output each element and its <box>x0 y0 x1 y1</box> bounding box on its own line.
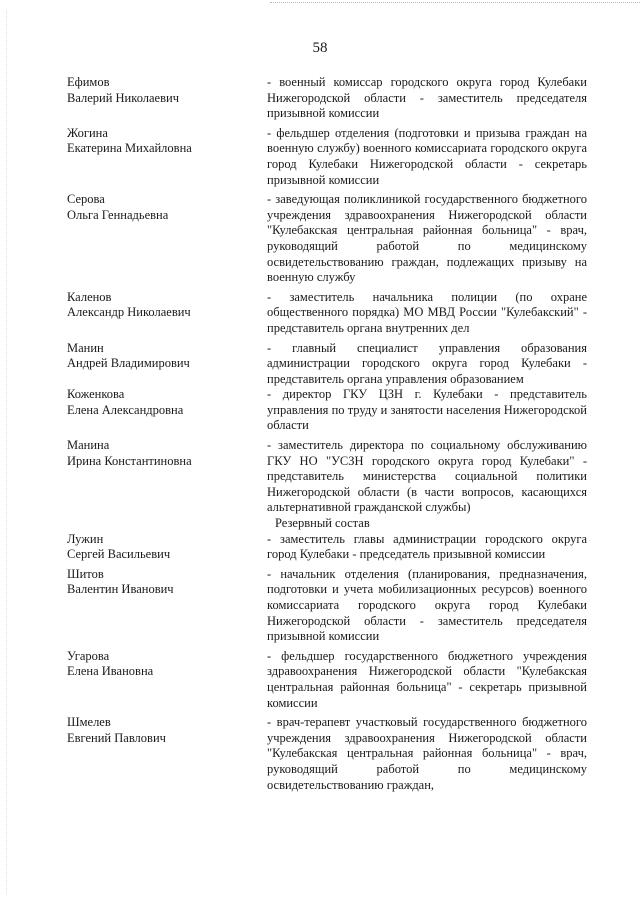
member-role: - начальник отделения (планирования, предназначения, подготовки и учета мобилизационных ресурсов) военного комиссариата городского округа город Кулебаки Нижегородской области - заместитель председателя призывной комиссии <box>267 566 587 644</box>
member-role: - врач-терапевт участковый государственного бюджетного учреждения здравоохранения Нижегородской области "Кулебакская центральная районная больница" - врач, руководящий работой по медицинскому освидетельствованию граждан, <box>267 715 587 792</box>
member-role: - заместитель начальника полиции (по охране общественного порядка) МО МВД России "Кулебакский" - представитель органа внутренних дел <box>267 289 587 335</box>
member-given-names: Валентин Иванович <box>67 582 174 597</box>
member-given-names: Евгений Павлович <box>67 730 166 745</box>
member-name <box>67 438 267 516</box>
member-given-names: Андрей Владимирович <box>67 356 190 371</box>
scan-top-edge <box>270 2 640 3</box>
member-name <box>67 290 267 337</box>
member-name <box>67 649 267 711</box>
member-surname: Жогина <box>67 125 108 140</box>
member-name <box>67 567 267 645</box>
member-given-names: Сергей Васильевич <box>67 547 171 562</box>
list-item <box>67 567 587 645</box>
member-name <box>67 126 267 188</box>
member-name <box>67 532 267 563</box>
member-name <box>67 341 267 388</box>
member-given-names: Валерий Николаевич <box>67 90 179 105</box>
member-surname: Ефимов <box>67 75 110 89</box>
member-role: - фельдшер отделения (подготовки и призыва граждан на военную службу) военного комиссариата городского округа город Кулебаки Нижегородской области - секретарь призывной комиссии <box>267 125 587 187</box>
list-item <box>67 649 587 711</box>
list-item <box>67 75 587 122</box>
member-surname: Шмелев <box>67 715 111 730</box>
list-item <box>67 341 587 388</box>
commission-list <box>67 75 587 793</box>
member-surname: Шитов <box>67 566 104 581</box>
list-item <box>67 126 587 188</box>
member-surname: Манина <box>67 438 110 453</box>
member-role: - фельдшер государственного бюджетного учреждения здравоохранения Нижегородской области "Кулебакская центральная районная больница" - секретарь призывной комиссии <box>267 648 587 710</box>
member-role: - главный специалист управления образования администрации городского округа город Кулебаки - представитель органа управления образованием <box>267 340 587 386</box>
member-given-names: Екатерина Михайловна <box>67 141 192 156</box>
member-surname: Лужин <box>67 531 104 546</box>
member-given-names: Елена Ивановна <box>67 664 154 679</box>
member-role: - военный комиссар городского округа город Кулебаки Нижегородской области - заместитель председателя призывной комиссии <box>267 75 587 121</box>
member-name <box>67 75 267 122</box>
member-given-names: Ирина Константиновна <box>67 453 192 468</box>
list-item <box>67 290 587 337</box>
member-role: - директор ГКУ ЦЗН г. Кулебаки - представитель управления по труду и занятости населения Нижегородской области <box>267 387 587 433</box>
member-surname: Угарова <box>67 648 110 663</box>
member-given-names: Александр Николаевич <box>67 305 191 320</box>
scan-left-edge <box>6 10 7 895</box>
list-item <box>67 715 587 793</box>
member-role: - заместитель главы администрации городского округа город Кулебаки - председатель призывной комиссии <box>267 531 587 562</box>
list-item <box>67 192 587 286</box>
member-name <box>67 715 267 793</box>
member-name <box>67 387 267 434</box>
member-role: - заведующая поликлиникой государственного бюджетного учреждения здравоохранения Нижегородской области "Кулебакская центральная районная больница" - врач, руководящий работой по медицинскому освидетельствованию граждан, подлежащих призыву на военную службу <box>267 192 587 285</box>
member-given-names: Ольга Геннадьевна <box>67 207 169 222</box>
member-role: - заместитель директора по социальному обслуживанию ГКУ НО "УСЗН городского округа город Кулебаки" - представитель министерства социальной политики Нижегородской области (в части вопросов, касающихся альтернативной гражданской службы) <box>267 438 587 515</box>
member-surname: Манин <box>67 340 104 355</box>
member-given-names: Елена Александровна <box>67 402 184 417</box>
reserve-heading: Резервный состав <box>275 516 370 531</box>
member-name <box>67 192 267 286</box>
list-item <box>67 532 587 563</box>
member-surname: Коженкова <box>67 387 125 402</box>
list-item <box>67 438 587 516</box>
list-item <box>67 387 587 434</box>
page-number: 58 <box>312 40 328 56</box>
member-surname: Каленов <box>67 289 112 304</box>
member-surname: Серова <box>67 192 105 207</box>
